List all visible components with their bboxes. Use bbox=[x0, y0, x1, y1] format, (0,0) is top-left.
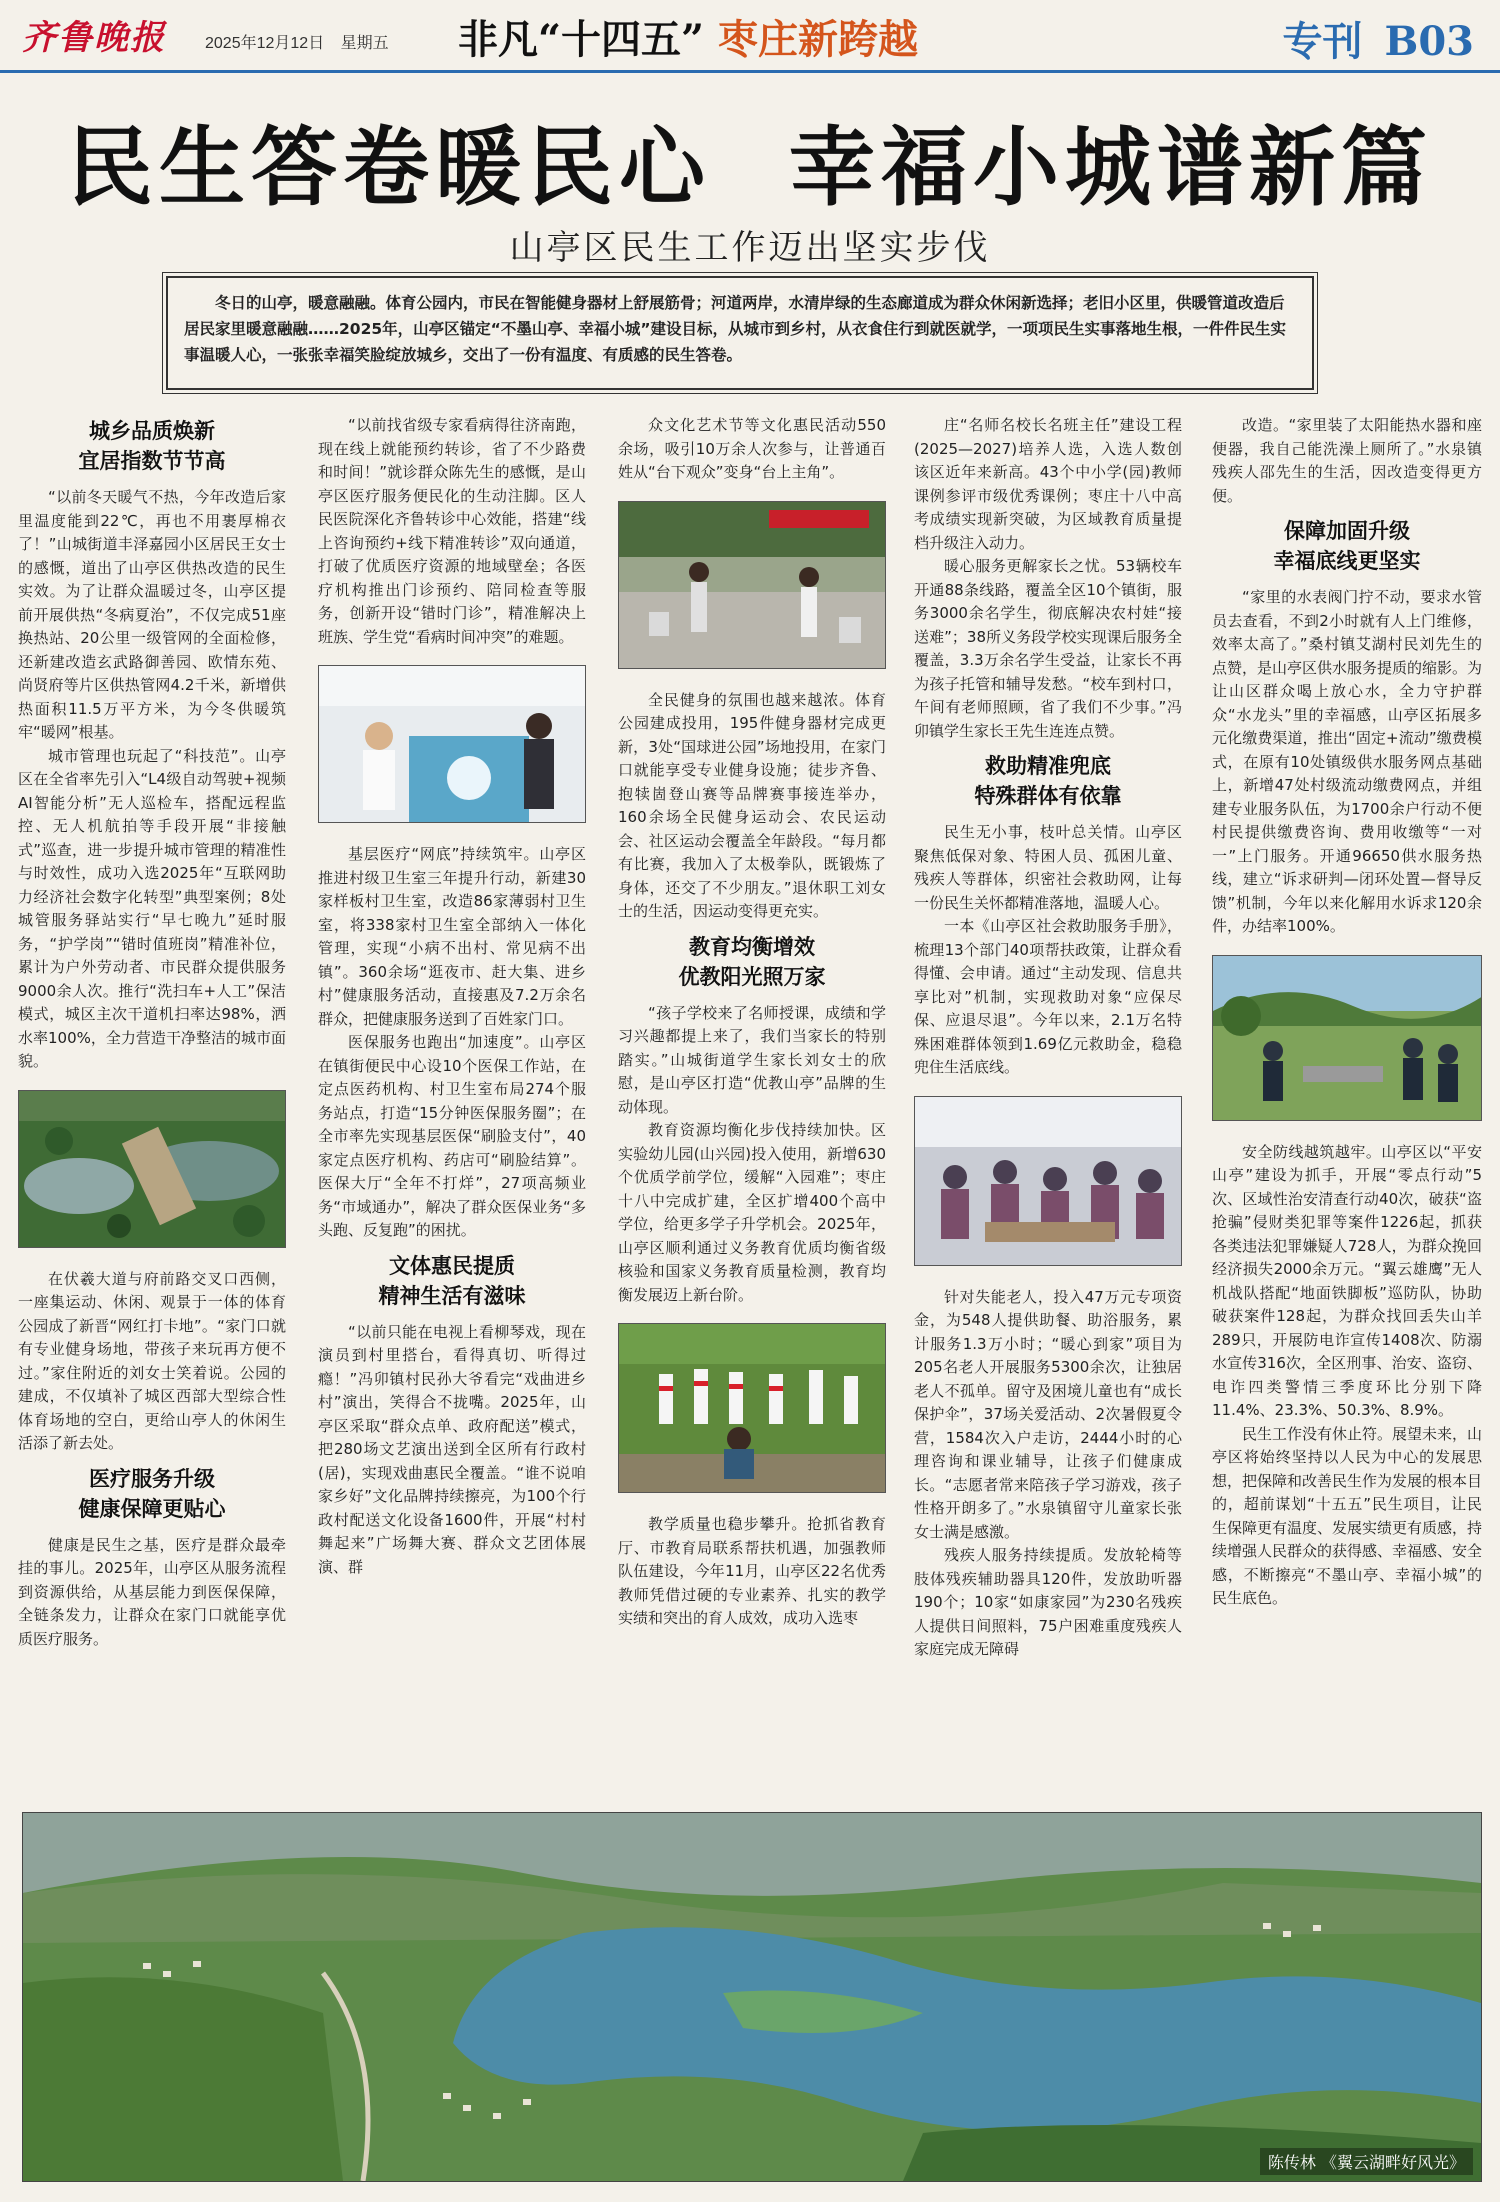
edition-label bbox=[1283, 10, 1474, 67]
issue-date bbox=[205, 30, 389, 53]
column-4 bbox=[914, 414, 1182, 1799]
series-sub: 枣庄新跨越 bbox=[718, 16, 919, 63]
paragraph: 民生工作没有休止符。展望未来，山亭区将始终坚持以人民为中心的发展思想，把保障和改善民生作为发展的根本目的，超前谋划“十五五”民生项目，让民生保障更有温度、发展实绩更有质感，持续增强人民群众的获得感、幸福感、安全感，不断擦亮“不墨山亭、幸福小城”的民生底色。 bbox=[1212, 1424, 1482, 1607]
photo-credit: 陈传林 《翼云湖畔好风光》 bbox=[1260, 2148, 1473, 2175]
police-visit-photo bbox=[1212, 955, 1482, 1121]
section-heading: 保障加固升级 幸福底线更坚实 bbox=[1273, 519, 1421, 573]
elderly-care-photo bbox=[914, 1096, 1182, 1266]
paragraph: 改造。“家里装了太阳能热水器和座便器，我自己能洗澡上厕所了。”水泉镇残疾人邵先生的生活，因改造变得更方便。 bbox=[1212, 416, 1482, 505]
paragraph: “以前找省级专家看病得往济南跑，现在线上就能预约转诊，省了不少路费和时间！”就诊群众陈先生的感慨，是山亭区医疗服务便民化的生动注脚。区人民医院深化齐鲁转诊中心效能，搭建“线上咨询预约+线下精准转诊”双向通道，打破了优质医疗资源的地域壁垒；各医疗机构推出门诊预约、陪同检查等服务，创新开设“错时门诊”，精准解决上班族、学生党“看病时间冲突”的难题。 bbox=[318, 416, 586, 646]
paragraph: “家里的水表阀门拧不动，要求水管员去查看，不到2小时就有人上门维修，效率太高了。”桑村镇艾湖村民刘先生的点赞，是山亭区供水服务提质的缩影。为让山区群众喝上放心水，全力守护群众“水龙头”里的幸福感，山亭区拓展多元化缴费渠道，推出“固定+流动”缴费模式，在原有10处镇级供水服务网点基础上，新增47处村级流动缴费网点，并组建专业服务队伍，为1700余户行动不便村民提供缴费咨询、费用收缴等“一对一”上门服务。开通96650供水服务热线，建立“诉求研判—闭环处置—督导反馈”机制，今年以来化解用水诉求120余件，办结率100%。 bbox=[1212, 588, 1482, 935]
paragraph: 在伏羲大道与府前路交叉口西侧，一座集运动、休闲、观景于一体的体育公园成了新晋“网红打卡地”。“家门口就有专业健身场地，带孩子来玩再方便不过。”家住附近的刘女士笑着说。公园的建成，不仅填补了城区西部大型综合性体育场地的空白，更给山亭人的休闲生活添了新去处。 bbox=[18, 1269, 286, 1452]
paragraph: 一本《山亭区社会救助服务手册》，梳理13个部门40项帮扶政策，让群众看得懂、会申请。通过“主动发现、信息共享比对”机制，实现救助对象“应保尽保、应退尽退”。今年以来，2.1万名特殊困难群体领到1.69亿元救助金，稳稳兜住生活底线。 bbox=[914, 917, 1182, 1076]
paragraph: 教学质量也稳步攀升。抢抓省教育厅、市教育局联系帮扶机遇，加强教师队伍建设，今年11月，山亭区22名优秀教师凭借过硬的专业素养、扎实的教学实绩和突出的育人成效，成功入选枣 bbox=[618, 1515, 886, 1627]
lede-box: 冬日的山亭，暖意融融。体育公园内，市民在智能健身器材上舒展筋骨；河道两岸，水清岸绿的生态廊道成为群众休闲新选择；老旧小区里，供暖管道改造后居民家里暖意融融……2025年，山亭区锚定“不墨山亭、幸福小城”建设目标，从城市到乡村，从衣食住行到就医就学，一项项民生实事落地生根，一件件民生实事温暖人心，一张张幸福笑脸绽放城乡，交出了一份有温度、有质感的民生答卷。 bbox=[166, 276, 1314, 390]
section-heading: 城乡品质焕新 宜居指数节节高 bbox=[78, 419, 226, 473]
masthead bbox=[0, 0, 1500, 73]
section-heading: 救助精准兜底 特殊群体有依靠 bbox=[974, 754, 1122, 808]
headline-left: 民生答卷暖民心 bbox=[67, 117, 711, 218]
date-text: 2025年12月12日 bbox=[205, 35, 325, 52]
paragraph: 众文化艺术节等文化惠民活动550余场，吸引10万余人次参与，让普通百姓从“台下观众”变身“台上主角”。 bbox=[618, 416, 886, 481]
section-heading: 医疗服务升级 健康保障更贴心 bbox=[78, 1466, 226, 1521]
section-heading: 文体惠民提质 精神生活有滋味 bbox=[378, 1253, 526, 1308]
page-headline bbox=[0, 98, 1500, 222]
paragraph: “孩子学校来了名师授课，成绩和学习兴趣都提上来了，我们当家长的特别踏实。”山城街道学生家长刘女士的欣慰，是山亭区打造“优教山亭”品牌的生动体现。 bbox=[618, 1003, 886, 1116]
series-main: 非凡“十四五” bbox=[458, 16, 705, 63]
paragraph: 健康是民生之基，医疗是群众最牵挂的事儿。2025年，山亭区从服务流程到资源供给，从基层能力到医保保障，全链条发力，让群众在家门口就能享优质医疗服务。 bbox=[18, 1535, 286, 1648]
series-title bbox=[458, 8, 918, 65]
newspaper-logo: 齐鲁晚报 bbox=[22, 18, 166, 58]
paragraph: 基层医疗“网底”持续筑牢。山亭区推进村级卫生室三年提升行动，新建30家样板村卫生室，改造86家薄弱村卫生室，将338家村卫生室全部纳入一体化管理，实现“小病不出村、常见病不出镇”。360余场“逛夜市、赶大集、进乡村”健康服务活动，直接惠及7.2万余名群众，把健康服务送到了百姓家门口。 bbox=[318, 845, 586, 1028]
headline-right: 幸福小城谱新篇 bbox=[789, 117, 1433, 218]
paragraph: 医保服务也跑出“加速度”。山亭区在镇街便民中心设10个医保工作站，在定点医药机构、村卫生室布局274个服务站点，打造“15分钟医保服务圈”；在全市率先实现基层医保“刷脸支付”，40家定点医疗机构、药店可“刷脸结算”。医保大厅“全年不打烊”，27项高频业务“市域通办”，解决了群众医保业务“多头跑、反复跑”的困扰。 bbox=[318, 1033, 586, 1239]
paragraph: 城市管理也玩起了“科技范”。山亭区在全省率先引入“L4级自动驾驶+视频AI智能分析”无人巡检车，搭配远程监控、无人机航拍等手段开展“非接触式”巡查，进一步提升城市管理的精准性与时效性，成功入选2025年“互联网助力经济社会数字化转型”典型案例；8处城管服务驿站实行“早七晚九”延时服务，“护学岗”“错时值班岗”精准补位，累计为户外劳动者、市民群众提供服务9000余人次。推行“洗扫车+人工”保洁模式，城区主次干道机扫率达98%，洒水率100%，全力营造干净整洁的城市面貌。 bbox=[18, 746, 286, 1070]
students-photo bbox=[618, 1323, 886, 1493]
section-name: 专刊 bbox=[1282, 18, 1363, 65]
paragraph: 民生无小事，枝叶总关情。山亭区聚焦低保对象、特困人员、孤困儿童、残疾人等群体，织密社会救助网，让每一份民生关怀都精准落地，温暖人心。 bbox=[914, 823, 1182, 912]
paragraph: 暖心服务更解家长之忧。53辆校车开通88条线路，覆盖全区10个镇街，服务3000余名学生，彻底解决农村娃“接送难”；38所义务段学校实现课后服务全覆盖，3.3万余名学生受益，让家长不再为孩子托管和辅导发愁。“校车到村口，午间有老师照顾，省了我们不少事。”冯卯镇学生家长王先生连连点赞。 bbox=[914, 557, 1182, 740]
column-2 bbox=[318, 414, 586, 1799]
paragraph: “以前冬天暖气不热，今年改造后家里温度能到22℃，再也不用裹厚棉衣了！”山城街道丰泽嘉园小区居民王女士的感慨，道出了山亭区供热改造的民生实效。为了让群众温暖过冬，山亭区提前开展供热“冬病夏治”，不仅完成51座换热站、20公里一级管网的全面检修，还新建改造玄武路御善园、欧情东苑、尚贤府等片区供热管网4.2千米，新增供热面积11.5万平方米，为今冬供暖筑牢“暖网”根基。 bbox=[18, 488, 286, 741]
paragraph: 全民健身的氛围也越来越浓。体育公园建成投用，195件健身器材完成更新，3处“国球进公园”场地投用，在家门口就能享受专业健身设施；徒步齐鲁、抱犊崮登山赛等品牌赛事接连举办，160余场全民健身运动会、农民运动会、社区运动会覆盖全年龄段。“每月都有比赛，我加入了太极拳队，既锻炼了身体，还交了不少朋友。”退休职工刘女士的生活，因运动变得更充实。 bbox=[618, 690, 886, 920]
page-number: B03 bbox=[1384, 18, 1474, 65]
paragraph: 庄“名师名校长名班主任”建设工程(2025—2027)培养人选，入选人数创该区近年来新高。43个中小学(园)教师课例参评市级优秀课例；枣庄十八中高考成绩实现新突破，为区域教育质量提档升级注入动力。 bbox=[914, 416, 1182, 552]
paragraph: 安全防线越筑越牢。山亭区以“平安山亭”建设为抓手，开展“零点行动”5次、区域性治安清查行动40次，破获“盗抢骗”侵财类犯罪等案件1226起，抓获各类违法犯罪嫌疑人728人，为群众挽回经济损失2000余万元。“翼云雄鹰”无人机战队搭配“地面铁脚板”巡防队，协助破获案件128起，为群众找回丢失山羊289只，开展防电诈宣传1408次、防溺水宣传316次，全区刑事、治安、盗窃、电诈四类警情三季度环比分别下降11.4%、23.3%、50.3%、8.9%。 bbox=[1212, 1142, 1482, 1419]
column-1 bbox=[18, 414, 286, 1799]
clinic-photo bbox=[318, 665, 586, 823]
page-subhead: 山亭区民生工作迈出坚实步伐 bbox=[509, 228, 991, 268]
paragraph: 针对失能老人，投入47万元专项资金，为548人提供助餐、助浴服务，累计服务1.3万小时；“暖心到家”项目为205名老人开展服务5300余次，让独居老人不孤单。留守及困境儿童也有“成长保护伞”，37场关爱活动、2次暑假夏令营，1584次入户走访，2444小时的心理咨询和课业辅导，让孩子们健康成长。“志愿者常来陪孩子学习游戏，孩子性格开朗多了。”水泉镇留守儿童家长张女士满是感激。 bbox=[914, 1287, 1182, 1541]
lake-panorama-photo bbox=[22, 1812, 1482, 2182]
column-5 bbox=[1212, 414, 1482, 1799]
paragraph: “以前只能在电视上看柳琴戏，现在演员到村里搭台，看得真切、听得过瘾！”冯卯镇村民孙大爷看完“戏曲进乡村”演出，笑得合不拢嘴。2025年，山亭区采取“群众点单、政府配送”模式，把280场文艺演出送到全区所有行政村(居)，实现戏曲惠民全覆盖。“谁不说咱家乡好”文化品牌持续擦亮，为100个行政村配送文化设备1600件，开展“村村舞起来”广场舞大赛、群众文艺团体展演、群 bbox=[318, 1322, 586, 1576]
fitness-event-photo bbox=[618, 501, 886, 669]
sports-park-photo bbox=[18, 1090, 286, 1248]
column-3 bbox=[618, 414, 886, 1799]
section-heading: 教育均衡增效 优教阳光照万家 bbox=[678, 934, 826, 989]
paragraph: 残疾人服务持续提质。发放轮椅等肢体残疾辅助器具120件，发放助听器190个；10家“如康家园”为230名残疾人提供日间照料，75户困难重度残疾人家庭完成无障碍 bbox=[914, 1546, 1182, 1658]
weekday-text: 星期五 bbox=[340, 35, 389, 52]
paragraph: 教育资源均衡化步伐持续加快。区实验幼儿园(山兴园)投入使用，新增630个优质学前学位，缓解“入园难”；枣庄十八中完成扩建，全区扩增400个高中学位，给更多学子升学机会。2025年，山亭区顺利通过义务教育优质均衡省级核验和国家义务教育质量检测，教育均衡发展迈上新台阶。 bbox=[618, 1121, 886, 1304]
